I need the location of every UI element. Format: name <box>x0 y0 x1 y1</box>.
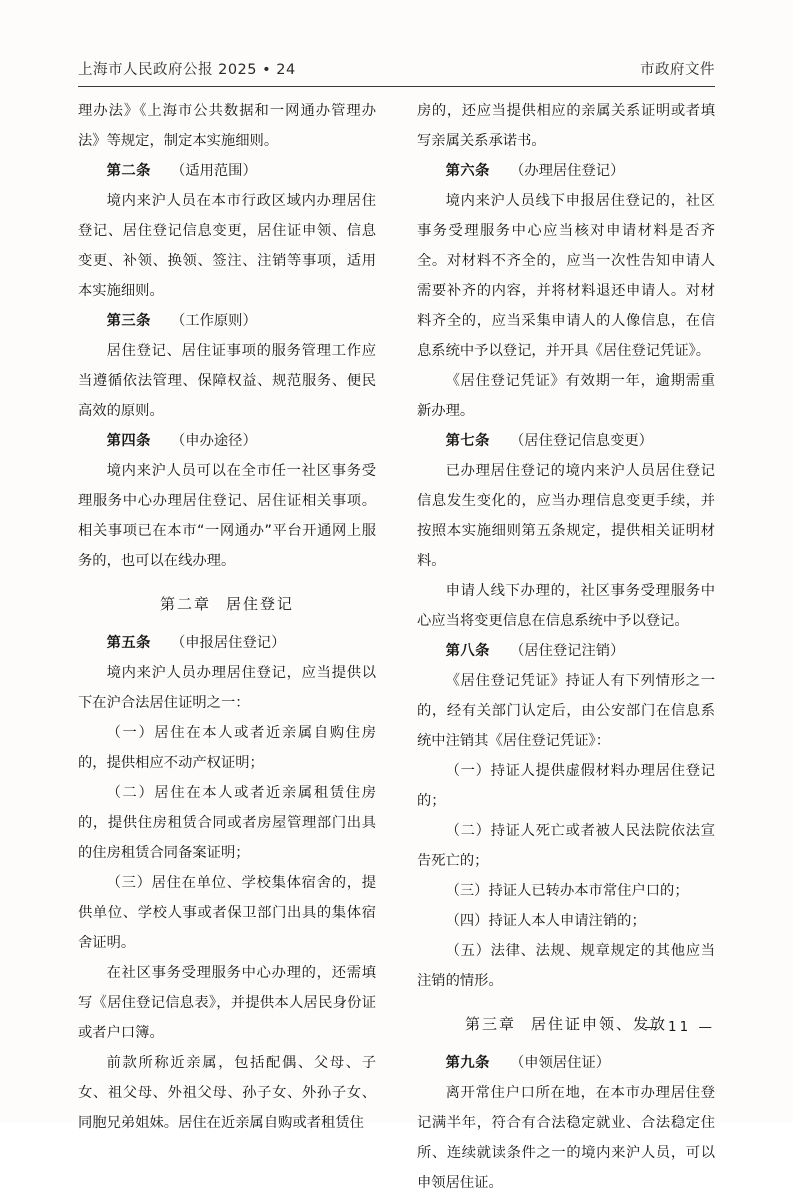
article-heading <box>78 426 376 456</box>
chapter-heading <box>78 582 376 626</box>
body-paragraph: 申请人线下办理的，社区事务受理服务中心应当将变更信息在信息系统中予以登记。 <box>417 583 715 629</box>
body-paragraph: 在社区事务受理服务中心办理的，还需填写《居住登记信息表》，并提供本人居民身份证或者户口簿。 <box>78 965 376 1041</box>
article-number: 第二条 <box>106 163 151 179</box>
body-paragraph: 已办理居住登记的境内来沪人员居住登记信息发生变化的，应当办理信息变更手续，并按照本实施细则第五条规定，提供相关证明材料。 <box>417 463 715 569</box>
body-paragraph: （三）持证人已转办本市常住户口的； <box>445 883 689 899</box>
body-paragraph: （二）持证人死亡或者被人民法院依法宣告死亡的； <box>417 823 715 869</box>
body-paragraph: 《居住登记凭证》持证人有下列情形之一的，经有关部门认定后，由公安部门在信息系统中注销其《居住登记凭证》： <box>417 673 715 749</box>
two-column-body <box>78 96 715 1198</box>
body-paragraph: 境内来沪人员可以在全市任一社区事务受理服务中心办理居住登记、居住证相关事项。相关事项已在本市“一网通办”平台开通网上服务的，也可以在线办理。 <box>78 463 376 569</box>
article-title: （工作原则） <box>171 313 257 329</box>
header-divider <box>78 86 715 87</box>
article-heading <box>417 156 715 186</box>
article-number: 第七条 <box>445 433 490 449</box>
body-paragraph: （四）持证人本人申请注销的； <box>445 913 646 929</box>
article-heading <box>417 636 715 666</box>
article-title: （居住登记信息变更） <box>510 433 653 449</box>
header-publication-title: 上海市人民政府公报 2025 • 24 <box>78 62 296 78</box>
body-paragraph: 境内来沪人员在本市行政区域内办理居住登记、居住登记信息变更，居住证申领、信息变更、补领、换领、签注、注销等事项，适用本实施细则。 <box>78 193 376 299</box>
article-title: （适用范围） <box>171 163 257 179</box>
article-number: 第五条 <box>106 635 151 651</box>
body-paragraph: 离开常住户口所在地，在本市办理居住登记满半年，符合有合法稳定就业、合法稳定住所、连续就读条件之一的境内来沪人员，可以申领居住证。 <box>417 1085 715 1191</box>
body-paragraph: 境内来沪人员线下申报居住登记的，社区事务受理服务中心应当核对申请材料是否齐全。对材料不齐全的，应当一次性告知申请人需要补齐的内容，并将材料退还申请人。对材料齐全的，应当采集申请人的人像信息，在信息系统中予以登记，并开具《居住登记凭证》。 <box>417 193 715 359</box>
chapter-title: 居住证申领、发放 <box>531 1015 668 1033</box>
body-paragraph: （五）法律、法规、规章规定的其他应当注销的情形。 <box>417 943 715 989</box>
article-number: 第九条 <box>445 1055 490 1071</box>
header-section-title: 市政府文件 <box>640 62 715 78</box>
article-heading <box>78 306 376 336</box>
article-number: 第三条 <box>106 313 151 329</box>
article-heading <box>417 1048 715 1078</box>
page-header <box>78 58 715 79</box>
body-paragraph: 理办法》《上海市公共数据和一网通办管理办法》等规定，制定本实施细则。 <box>78 103 376 149</box>
chapter-number: 第三章 <box>464 1015 516 1033</box>
article-number: 第八条 <box>445 643 490 659</box>
chapter-number: 第二章 <box>159 595 211 613</box>
body-paragraph: 境内来沪人员办理居住登记，应当提供以下在沪合法居住证明之一： <box>78 665 376 711</box>
article-title: （申领居住证） <box>510 1055 611 1071</box>
article-heading <box>78 628 376 658</box>
article-heading <box>78 156 376 186</box>
article-title: （居住登记注销） <box>510 643 625 659</box>
body-paragraph: （三）居住在单位、学校集体宿舍的，提供单位、学校人事或者保卫部门出具的集体宿舍证明。 <box>78 875 376 951</box>
body-paragraph: （一）持证人提供虚假材料办理居住登记的； <box>417 763 715 809</box>
chapter-title: 居住登记 <box>226 595 295 613</box>
left-column <box>78 96 376 1198</box>
article-title: （申报居住登记） <box>171 635 286 651</box>
article-number: 第六条 <box>445 163 490 179</box>
page-number: — 11 — <box>644 1019 715 1035</box>
body-paragraph: 居住登记、居住证事项的服务管理工作应当遵循依法管理、保障权益、规范服务、便民高效的原则。 <box>78 343 376 419</box>
article-number: 第四条 <box>106 433 151 449</box>
article-title: （申办途径） <box>171 433 257 449</box>
body-paragraph: （一）居住在本人或者近亲属自购住房的，提供相应不动产权证明； <box>78 725 376 771</box>
article-heading <box>417 426 715 456</box>
body-paragraph: 《居住登记凭证》有效期一年，逾期需重新办理。 <box>417 373 715 419</box>
body-paragraph: 房的，还应当提供相应的亲属关系证明或者填写亲属关系承诺书。 <box>417 103 715 149</box>
article-title: （办理居住登记） <box>510 163 625 179</box>
body-paragraph: 前款所称近亲属，包括配偶、父母、子女、祖父母、外祖父母、孙子女、外孙子女、同胞兄弟姐妹。居住在近亲属自购或者租赁住 <box>78 1055 376 1131</box>
body-paragraph: （二）居住在本人或者近亲属租赁住房的，提供住房租赁合同或者房屋管理部门出具的住房租赁合同备案证明； <box>78 785 376 861</box>
